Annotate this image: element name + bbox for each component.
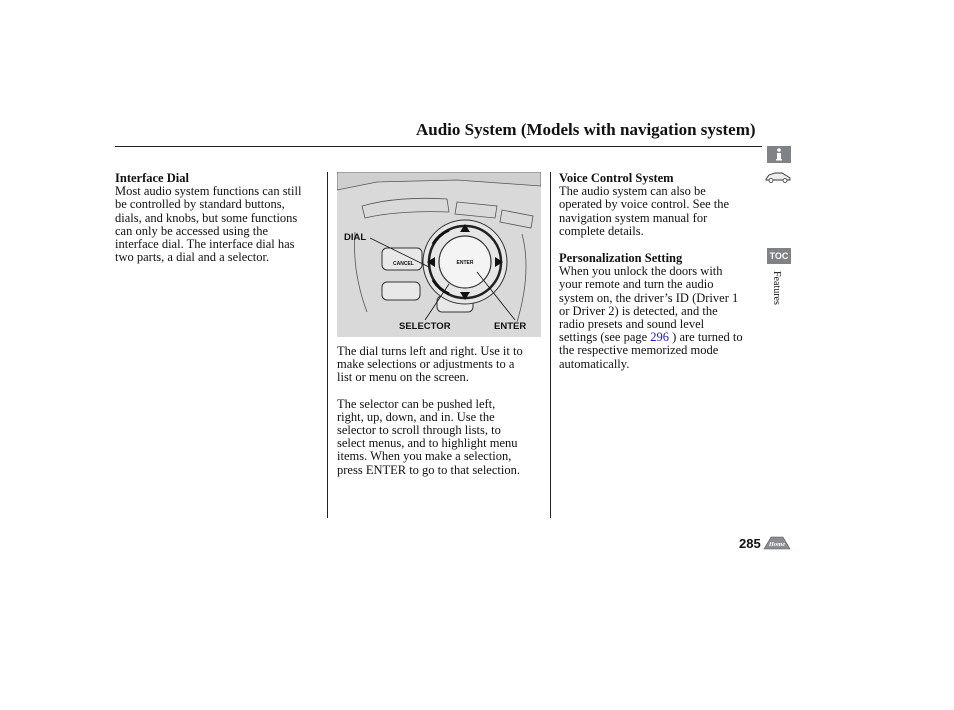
interface-dial-heading: Interface Dial bbox=[115, 171, 189, 185]
dial-description bbox=[337, 345, 543, 477]
text-line: two parts, a dial and a selector. bbox=[115, 250, 270, 265]
page-296-link[interactable]: 296 bbox=[650, 330, 670, 345]
text-line: items. When you make a selection, bbox=[337, 449, 512, 464]
page-number: 285 bbox=[739, 536, 761, 551]
selector-paragraph bbox=[337, 398, 543, 477]
cancel-button-text: CANCEL bbox=[393, 261, 414, 267]
text-line: When you unlock the doors with bbox=[559, 264, 723, 279]
text-line: the respective memorized mode bbox=[559, 343, 719, 358]
text-line: right, up, down, and in. Use the bbox=[337, 409, 495, 424]
text-line: selector to scroll through lists, to bbox=[337, 423, 501, 438]
text-line: radio presets and sound level bbox=[559, 317, 705, 332]
dial-paragraph bbox=[337, 345, 543, 385]
home-label: Home bbox=[768, 541, 786, 548]
text-line: list or menu on the screen. bbox=[337, 370, 469, 385]
text-line: or Driver 2) is detected, and the bbox=[559, 303, 718, 318]
car-icon[interactable] bbox=[764, 170, 792, 184]
interface-dial-text bbox=[115, 185, 323, 264]
text-fragment: settings (see page bbox=[559, 330, 651, 345]
personalization-heading: Personalization Setting bbox=[559, 251, 683, 266]
personalization-text bbox=[559, 265, 765, 371]
selector-label: SELECTOR bbox=[399, 321, 451, 332]
text-line: complete details. bbox=[559, 223, 644, 238]
text-line: automatically. bbox=[559, 356, 630, 371]
info-glyph bbox=[774, 148, 784, 161]
text-line: make selections or adjustments to a bbox=[337, 357, 515, 372]
section-label: Features bbox=[771, 271, 782, 305]
text-line: press ENTER to go to that selection. bbox=[337, 462, 520, 477]
text-line: Most audio system functions can still bbox=[115, 184, 302, 199]
interface-dial-illustration bbox=[337, 172, 541, 337]
voice-control-heading: Voice Control System bbox=[559, 171, 674, 185]
text-line: can only be accessed using the bbox=[115, 223, 269, 238]
text-line: dials, and knobs, but some functions bbox=[115, 210, 298, 225]
text-line: The audio system can also be bbox=[559, 184, 706, 199]
voice-control-text bbox=[559, 185, 765, 238]
text-line: be controlled by standard buttons, bbox=[115, 197, 285, 212]
home-button[interactable] bbox=[763, 535, 791, 550]
header-rule bbox=[115, 146, 762, 147]
text-fragment: ) are turned to bbox=[669, 330, 743, 345]
text-line: interface dial. The interface dial has bbox=[115, 237, 295, 252]
text-line: select menus, and to highlight menu bbox=[337, 436, 518, 451]
text-line: system on, the driver’s ID (Driver 1 bbox=[559, 290, 739, 305]
info-icon[interactable] bbox=[767, 146, 791, 163]
text-line: The dial turns left and right. Use it to bbox=[337, 344, 523, 358]
home-icon bbox=[763, 535, 791, 550]
car-glyph bbox=[764, 170, 792, 184]
toc-button[interactable]: TOC bbox=[767, 248, 791, 264]
voice-personalization-section bbox=[559, 172, 765, 371]
text-line: The selector can be pushed left, bbox=[337, 396, 496, 411]
enter-label: ENTER bbox=[494, 321, 527, 332]
dial-label: DIAL bbox=[344, 232, 367, 243]
text-line: operated by voice control. See the bbox=[559, 197, 730, 212]
interface-dial-section bbox=[115, 172, 323, 264]
page-title: Audio System (Models with navigation system) bbox=[416, 120, 756, 139]
dial-drawing bbox=[337, 172, 541, 337]
column-divider-left bbox=[327, 172, 328, 518]
column-divider-right bbox=[550, 172, 551, 518]
text-line: your remote and turn the audio bbox=[559, 277, 714, 292]
text-line: navigation system manual for bbox=[559, 210, 708, 225]
enter-knob-text: ENTER bbox=[456, 260, 474, 266]
